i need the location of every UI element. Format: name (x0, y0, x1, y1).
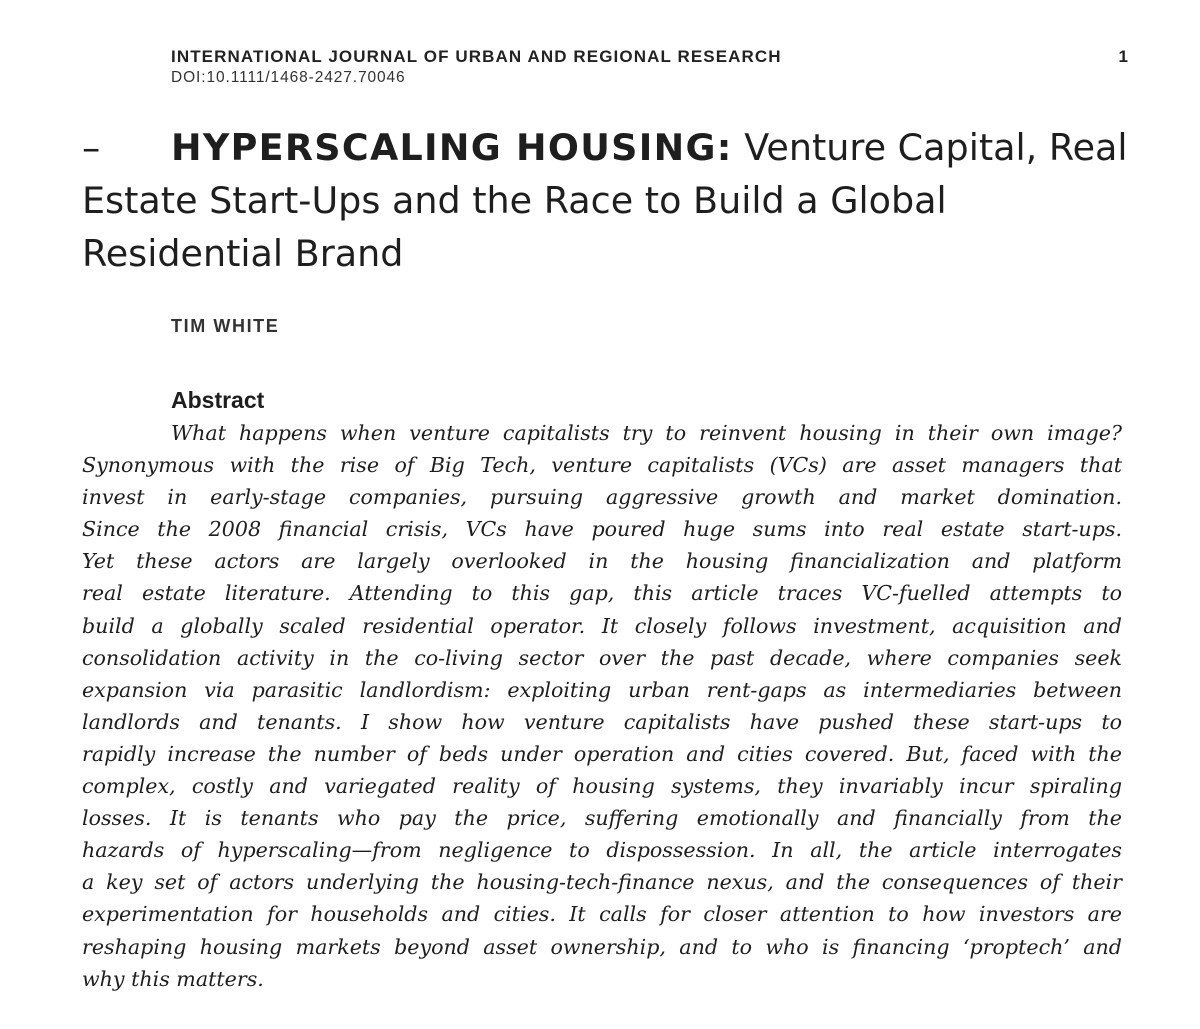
abstract-line: a key set of actors underlying the housing-tech-finance nexus, and the consequences of their (82, 870, 1122, 895)
author-name: TIM WHITE (171, 316, 280, 336)
abstract-line: complex, costly and variegated reality of housing systems, they invariably incur spiraling (82, 774, 1122, 799)
abstract-line: build a globally scaled residential operator. It closely follows investment, acquisition and (82, 613, 1122, 638)
abstract-line: What happens when venture capitalists try to reinvent housing in their own image? (171, 421, 1122, 445)
abstract-line: rapidly increase the number of beds under operation and cities covered. But, faced with the (82, 741, 1122, 766)
article-title (82, 121, 1132, 280)
abstract-line: hazards of hyperscaling—from negligence to dispossession. In all, the article interrogates (82, 838, 1122, 863)
abstract-line: expansion via parasitic landlordism: exploiting urban rent-gaps as intermediaries between (82, 677, 1122, 702)
abstract-line: losses. It is tenants who pay the price, suffering emotionally and financially from the (82, 806, 1122, 831)
title-subtitle-part: Venture Capital, Real Estate Start-Ups and the Race to Build a Global Residential Brand (82, 126, 1128, 275)
running-header (171, 46, 1131, 88)
abstract-line: landlords and tenants. I show how venture capitalists have pushed these start-ups to (82, 709, 1122, 734)
journal-name: INTERNATIONAL JOURNAL OF URBAN AND REGIONAL RESEARCH (171, 47, 782, 66)
doi-link[interactable]: DOI:10.1111/1468-2427.70046 (171, 69, 406, 86)
abstract-line: consolidation activity in the co-living sector over the past decade, where companies seek (82, 645, 1122, 670)
abstract-heading: Abstract (171, 387, 265, 413)
abstract-body (82, 417, 1122, 995)
title-dash: – (82, 126, 101, 169)
abstract-line: Since the 2008 financial crisis, VCs have poured huge sums into real estate start-ups. (82, 517, 1122, 542)
title-bold-part: HYPERSCALING HOUSING: (171, 126, 733, 169)
abstract-line: experimentation for households and cities. It calls for closer attention to how investors are (82, 902, 1122, 927)
abstract-line: real estate literature. Attending to this gap, this article traces VC-fuelled attempts to (82, 581, 1122, 606)
abstract-line: Yet these actors are largely overlooked in the housing financialization and platform (82, 549, 1122, 574)
page-number: 1 (1118, 47, 1128, 66)
abstract-line: Synonymous with the rise of Big Tech, venture capitalists (VCs) are asset managers that (82, 453, 1122, 478)
abstract-line: why this matters. (82, 966, 264, 991)
abstract-line: reshaping housing markets beyond asset ownership, and to who is financing ‘proptech’ and (82, 934, 1122, 959)
abstract-line: invest in early-stage companies, pursuing aggressive growth and market domination. (82, 485, 1122, 510)
